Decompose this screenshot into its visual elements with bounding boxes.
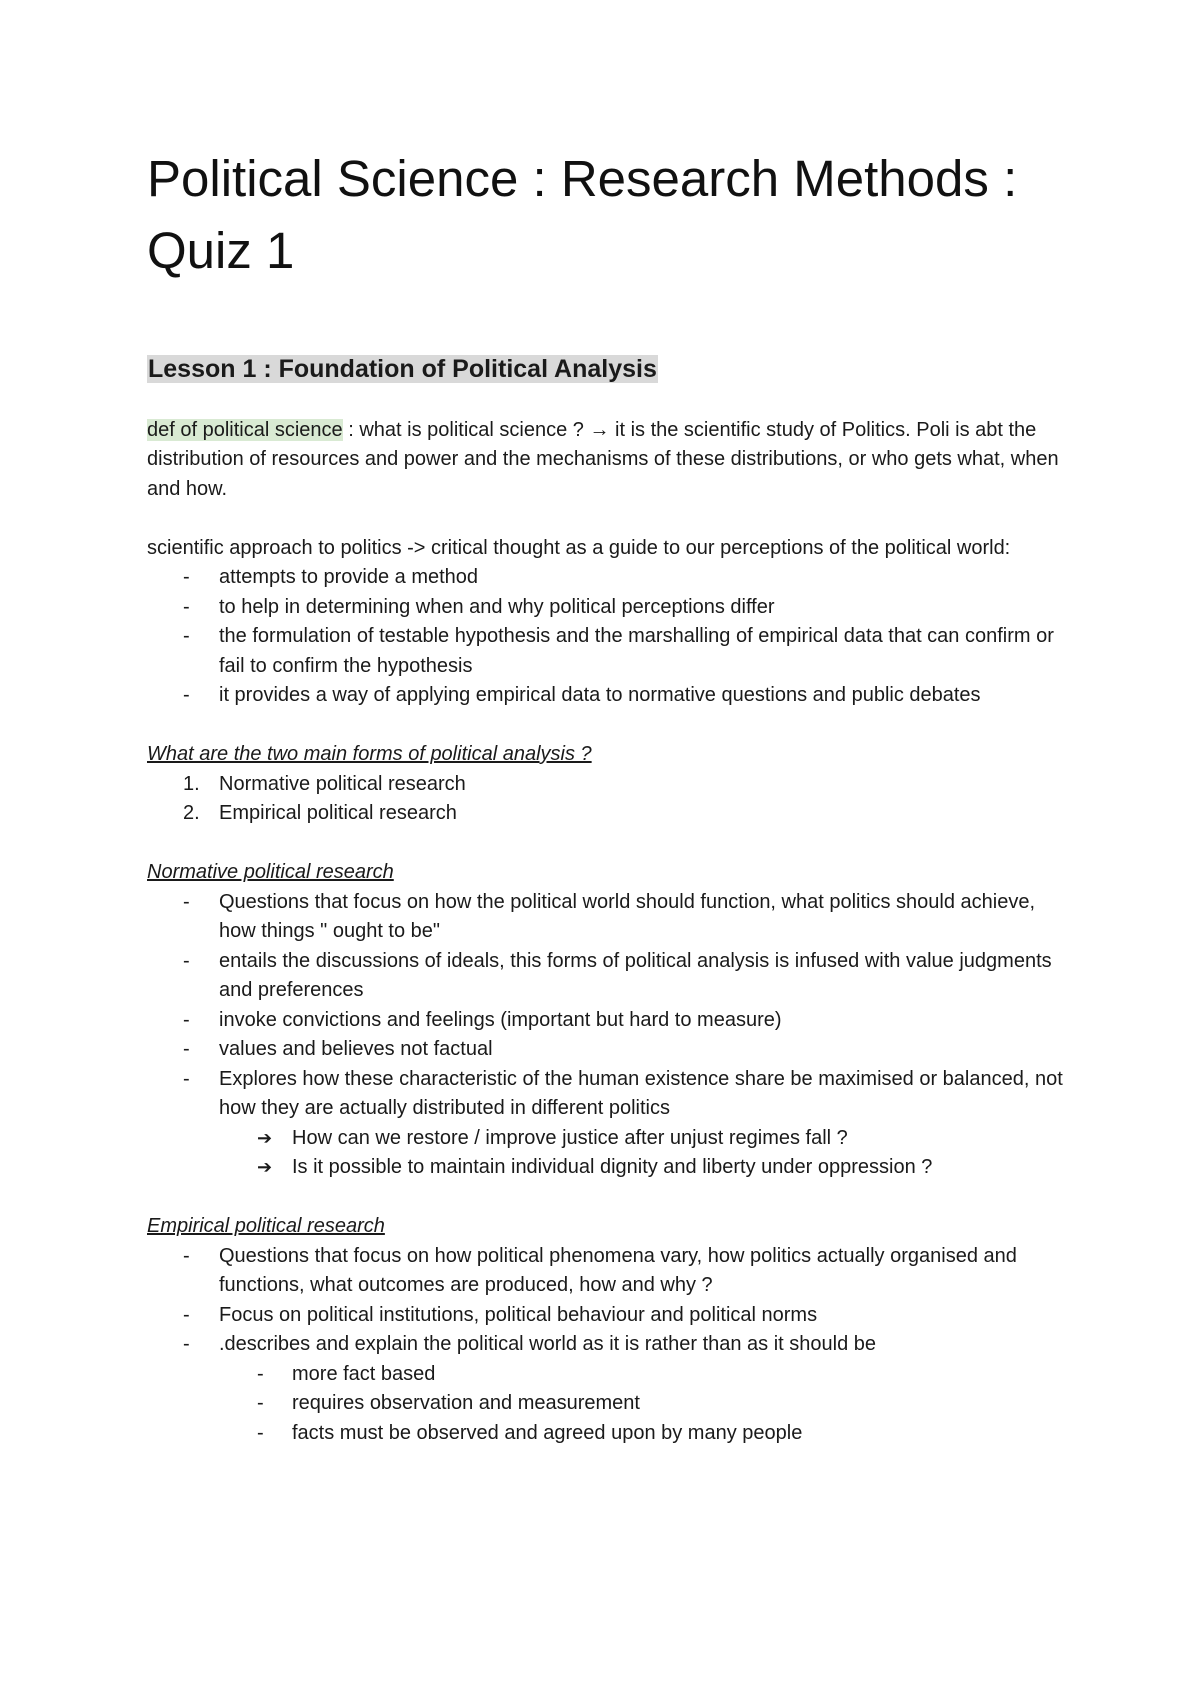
list-item [147,622,1067,681]
scientific-list [147,563,1067,711]
spacer [147,504,1067,534]
list-item-text: Questions that focus on how the political world should function, what politics should achieve, how things " ought to be" [219,890,1036,942]
dash-marker: - [183,1333,190,1355]
sub-list-item [147,1389,1067,1419]
list-item-text: requires observation and measurement [292,1392,640,1414]
list-item-text: Explores how these characteristic of the human existence share be maximised or balanced, not how they are actually distributed in different politics [219,1067,1063,1119]
dash-marker: - [257,1362,264,1385]
list-item [147,681,1067,711]
list-item [147,1301,1067,1331]
list-item-text: How can we restore / improve justice after unjust regimes fall ? [292,1126,848,1149]
list-item [147,799,1067,829]
sub-list-item [147,1360,1067,1390]
dash-marker: - [257,1392,264,1414]
list-item [147,1330,1067,1360]
list-item-text: entails the discussions of ideals, this forms of political analysis is infused with value judgments and preferences [219,949,1052,1001]
list-item [147,1006,1067,1036]
number-marker: 1. [183,772,200,795]
definition-paragraph [147,416,1067,505]
list-item-text: Focus on political institutions, political behaviour and political norms [219,1303,818,1326]
scientific-intro: scientific approach to politics -> critical thought as a guide to our perceptions of the political world: [147,536,1011,559]
empirical-list [147,1242,1067,1449]
number-marker: 2. [183,802,200,824]
list-item-text: to help in determining when and why political perceptions differ [219,595,775,618]
list-item [147,770,1067,800]
lesson-heading [147,352,1067,386]
list-item-text: .describes and explain the political world as it is rather than as it should be [219,1333,877,1355]
list-item [147,563,1067,593]
spacer [147,1183,1067,1213]
arrow-icon: ➔ [257,1157,273,1177]
list-item-text: Is it possible to maintain individual dignity and liberty under oppression ? [292,1156,933,1178]
lesson-heading-text: Lesson 1 : Foundation of Political Analysis [148,355,657,383]
spacer [147,711,1067,741]
spacer [147,829,1067,859]
list-item-text: facts must be observed and agreed upon by many people [292,1421,803,1444]
forms-list [147,770,1067,829]
dash-marker: - [183,1038,190,1060]
definition-label: def of political science [147,418,343,441]
list-item-text: more fact based [292,1362,436,1385]
forms-question: What are the two main forms of political analysis ? [147,743,592,765]
sub-list-item [147,1153,1067,1183]
list-item-text: Empirical political research [219,802,457,824]
document-body [147,143,1067,1448]
page-title: Political Science : Research Methods : Quiz 1 [147,150,1018,279]
dash-marker: - [183,684,190,706]
arrow-icon: ➔ [257,1127,273,1148]
list-item-text: it provides a way of applying empirical data to normative questions and public debates [219,684,981,706]
list-item [147,593,1067,623]
dash-marker: - [183,1067,190,1090]
definition-text: : what is political science ? → it is the scientific study of Politics. Poli is abt the distribution of resources and power and the mechanisms of these distributions, or who gets what, when and how. [147,418,1059,500]
dash-marker: - [183,1008,190,1031]
sub-list-item [147,1419,1067,1449]
list-item [147,1242,1067,1301]
dash-marker: - [183,595,190,618]
normative-heading: Normative political research [147,861,394,883]
list-item [147,888,1067,947]
list-item-text: attempts to provide a method [219,566,479,588]
spacer [147,386,1067,416]
list-item [147,947,1067,1006]
sub-list-item [147,1124,1067,1154]
list-item-text: Normative political research [219,772,466,795]
normative-list [147,888,1067,1183]
list-item [147,1065,1067,1124]
list-item-text: the formulation of testable hypothesis and the marshalling of empirical data that can confirm or fail to confirm the hypothesis [219,625,1054,677]
dash-marker: - [183,1303,190,1326]
dash-marker: - [183,890,190,913]
empirical-heading: Empirical political research [147,1215,385,1237]
list-item [147,1035,1067,1065]
dash-marker: - [183,1244,190,1267]
list-item-text: Questions that focus on how political phenomena vary, how politics actually organised and functions, what outcomes are produced, how and why ? [219,1244,1017,1296]
dash-marker: - [183,625,190,647]
list-item-text: values and believes not factual [219,1038,493,1060]
dash-marker: - [183,949,190,972]
list-item-text: invoke convictions and feelings (important but hard to measure) [219,1008,782,1031]
dash-marker: - [257,1421,264,1444]
dash-marker: - [183,566,190,588]
